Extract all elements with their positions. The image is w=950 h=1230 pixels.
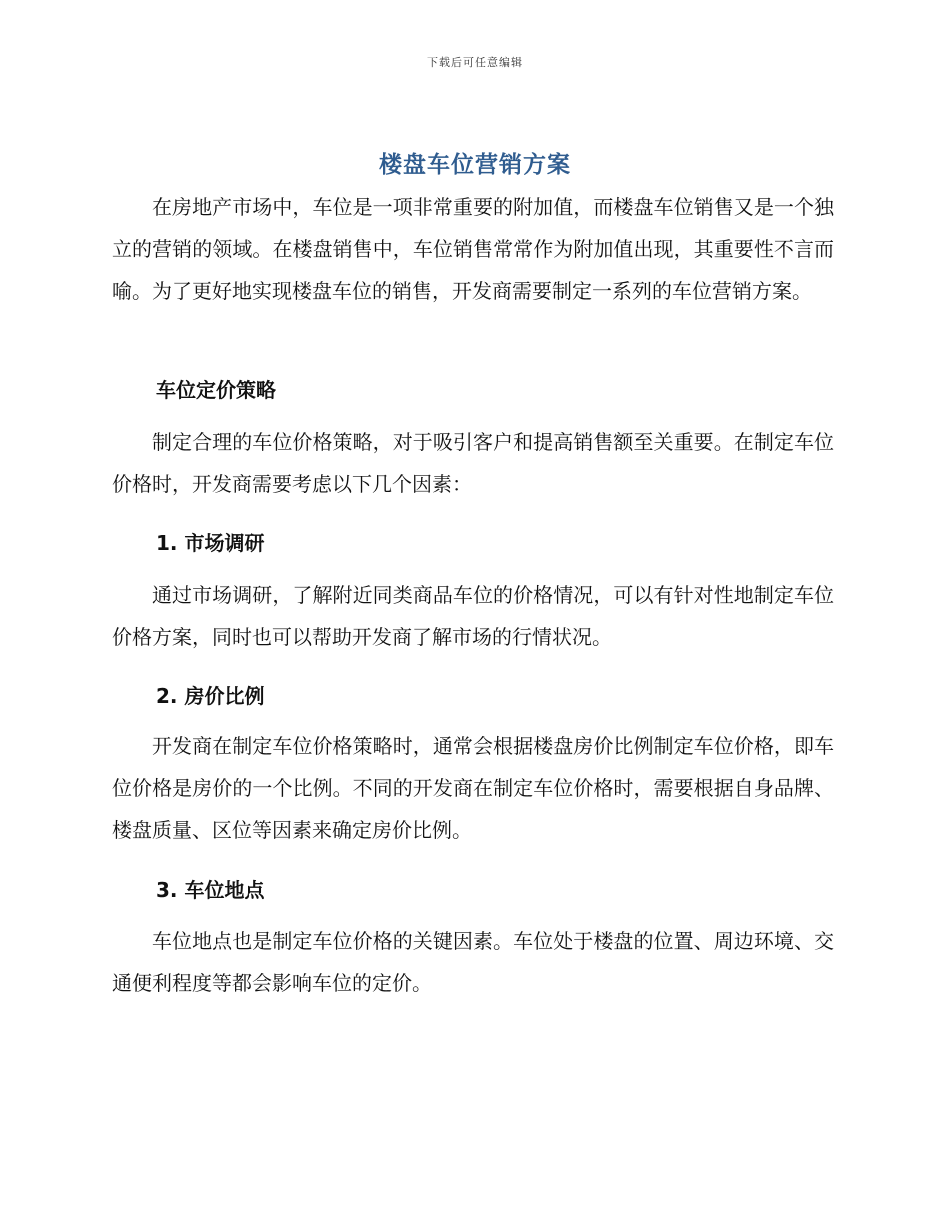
intro-paragraph: 在房地产市场中，车位是一项非常重要的附加值，而楼盘车位销售又是一个独立的营销的领域。在楼盘销售中，车位销售常常作为附加值出现，其重要性不言而喻。为了更好地实现楼盘车位的销售，开发商需要制定一系列的车位营销方案。 <box>112 195 834 303</box>
pricing-strategy-paragraph: 制定合理的车位价格策略，对于吸引客户和提高销售额至关重要。在制定车位价格时，开发商需要考虑以下几个因素： <box>112 430 834 496</box>
header-note: 下载后可任意编辑 <box>427 56 523 69</box>
parking-location-paragraph: 车位地点也是制定车位价格的关键因素。车位处于楼盘的位置、周边环境、交通便利程度等都会影响车位的定价。 <box>112 929 834 995</box>
section-heading-pricing-strategy: 车位定价策略 <box>156 378 276 402</box>
price-ratio-paragraph: 开发商在制定车位价格策略时，通常会根据楼盘房价比例制定车位价格，即车位价格是房价的一个比例。不同的开发商在制定车位价格时，需要根据自身品牌、楼盘质量、区位等因素来确定房价比例。 <box>112 734 834 842</box>
item-heading-parking-location: 3. 车位地点 <box>156 878 265 902</box>
item-heading-price-ratio: 2. 房价比例 <box>156 684 265 708</box>
document-title: 楼盘车位营销方案 <box>379 152 571 178</box>
item-heading-market-research: 1. 市场调研 <box>156 531 265 555</box>
market-research-paragraph: 通过市场调研，了解附近同类商品车位的价格情况，可以有针对性地制定车位价格方案，同时也可以帮助开发商了解市场的行情状况。 <box>112 583 834 649</box>
